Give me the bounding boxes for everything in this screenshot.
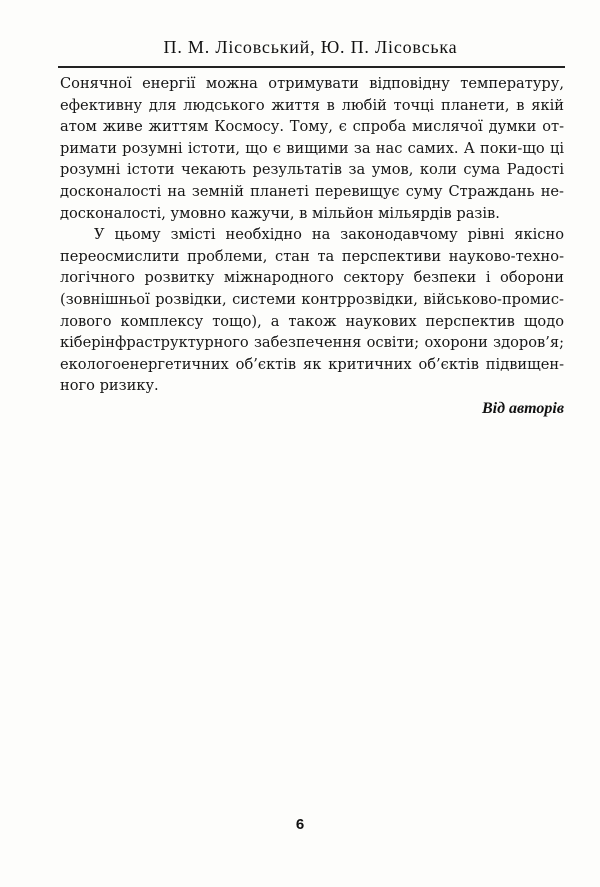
- text-line: логічного розвитку міжнародного сектору безпеки і оборони: [60, 269, 564, 287]
- text-line: досконалості на земній планеті перевищує суму Страждань не-: [60, 182, 564, 200]
- text-line: (зовнішньої розвідки, системи контррозвідки, військово-промис-: [60, 290, 564, 308]
- text-line: досконалості, умовно кажучи, в мільйон мільярдів разів.: [60, 204, 500, 222]
- text-line: У цьому змісті необхідно на законодавчому рівні якісно: [94, 226, 564, 244]
- header-rule: [58, 66, 565, 68]
- text-line: розумні істоти чекають результатів за умов, коли сума Радості: [60, 161, 564, 179]
- text-line: римати розумні істоти, що є вищими за нас самих. А поки-що ці: [60, 139, 564, 157]
- running-header-authors: П. М. Лісовський, Ю. П. Лісовська: [163, 37, 458, 57]
- paragraph-2: [60, 224, 564, 397]
- text-line: переосмислити проблеми, стан та перспективи науково-техно-: [60, 247, 564, 265]
- signature: Від авторів: [481, 400, 564, 417]
- text-line: екологоенергетичних об’єктів як критичних об’єктів підвищен-: [60, 355, 564, 373]
- text-line: лового комплексу тощо), а також наукових перспектив щодо: [60, 312, 564, 330]
- text-line: ефективну для людського життя в любій точці планети, в якій: [60, 96, 564, 114]
- page-number: 6: [295, 816, 305, 833]
- body-text: [60, 73, 564, 397]
- text-line: Сонячної енергії можна отримувати відповідну температуру,: [60, 75, 564, 92]
- text-line: ного ризику.: [60, 377, 159, 395]
- text-line: кіберінфраструктурного забезпечення освіти; охорони здоров’я;: [60, 334, 564, 352]
- text-line: атом живе життям Космосу. Тому, є спроба мислячої думки от-: [60, 118, 564, 136]
- paragraph-1: [60, 73, 564, 224]
